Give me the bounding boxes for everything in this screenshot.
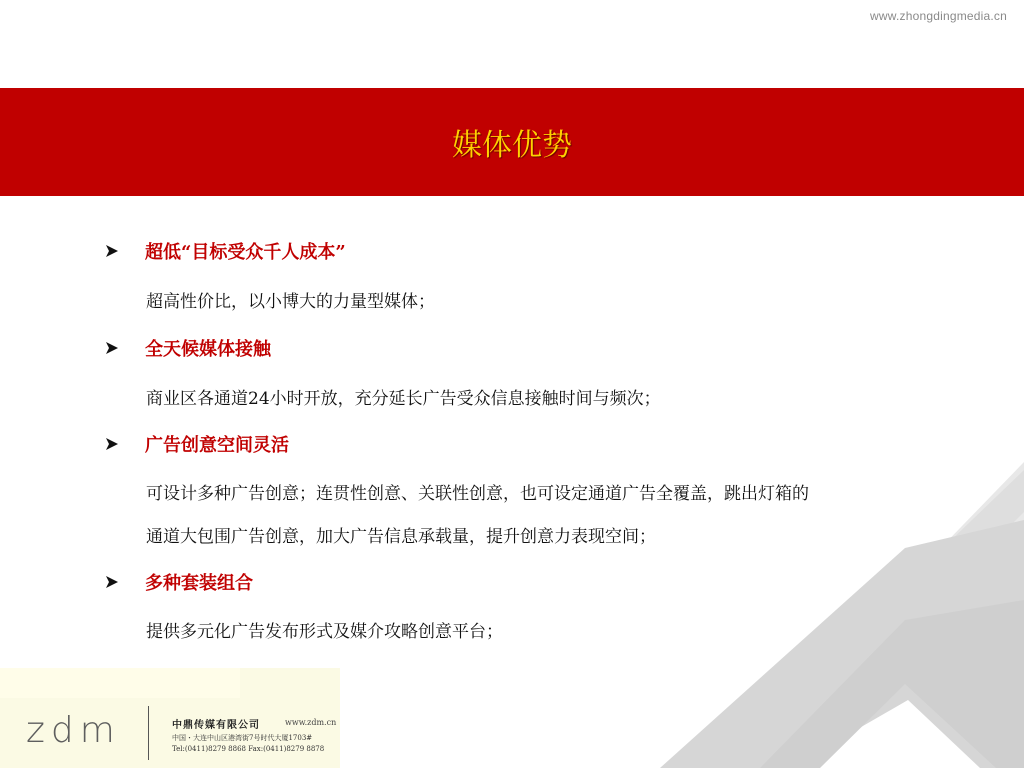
company-address: 中国・大连中山区港湾街7号时代大厦1703#: [172, 734, 313, 742]
company-logo: zdm: [26, 710, 121, 751]
list-item: [106, 569, 253, 595]
arrowhead-bullet-icon: [106, 576, 118, 588]
section-heading: 全天候媒体接触: [145, 339, 271, 360]
section-body: 商业区各通道24小时开放，充分延长广告受众信息接触时间与频次；: [146, 389, 661, 409]
footer-divider: [148, 706, 149, 760]
arrowhead-bullet-icon: [106, 245, 118, 257]
company-phone: Tel:(0411)8279 8868 Fax:(0411)8279 8878: [172, 745, 325, 753]
site-url[interactable]: www.zhongdingmedia.cn: [870, 9, 1007, 23]
section-heading: 多种套装组合: [145, 573, 253, 594]
section-heading: 超低“目标受众千人成本”: [145, 242, 346, 263]
section-body: 提供多元化广告发布形式及媒介攻略创意平台；: [146, 622, 503, 642]
company-name: 中鼎传媒有限公司: [172, 720, 260, 731]
arrowhead-bullet-icon: [106, 342, 118, 354]
footer-highlight: [0, 668, 240, 698]
section-heading: 广告创意空间灵活: [145, 435, 289, 456]
page-title: 媒体优势: [452, 128, 572, 163]
list-item: [106, 238, 346, 264]
list-item: [106, 335, 271, 361]
section-body: 超高性价比，以小博大的力量型媒体；: [146, 292, 435, 312]
list-item: [106, 431, 289, 457]
arrowhead-bullet-icon: [106, 438, 118, 450]
section-body: 通道大包围广告创意，加大广告信息承载量，提升创意力表现空间；: [146, 527, 656, 547]
company-website[interactable]: www.zdm.cn: [285, 718, 337, 727]
section-body: 可设计多种广告创意；连贯性创意、关联性创意，也可设定通道广告全覆盖，跳出灯箱的: [146, 484, 809, 504]
